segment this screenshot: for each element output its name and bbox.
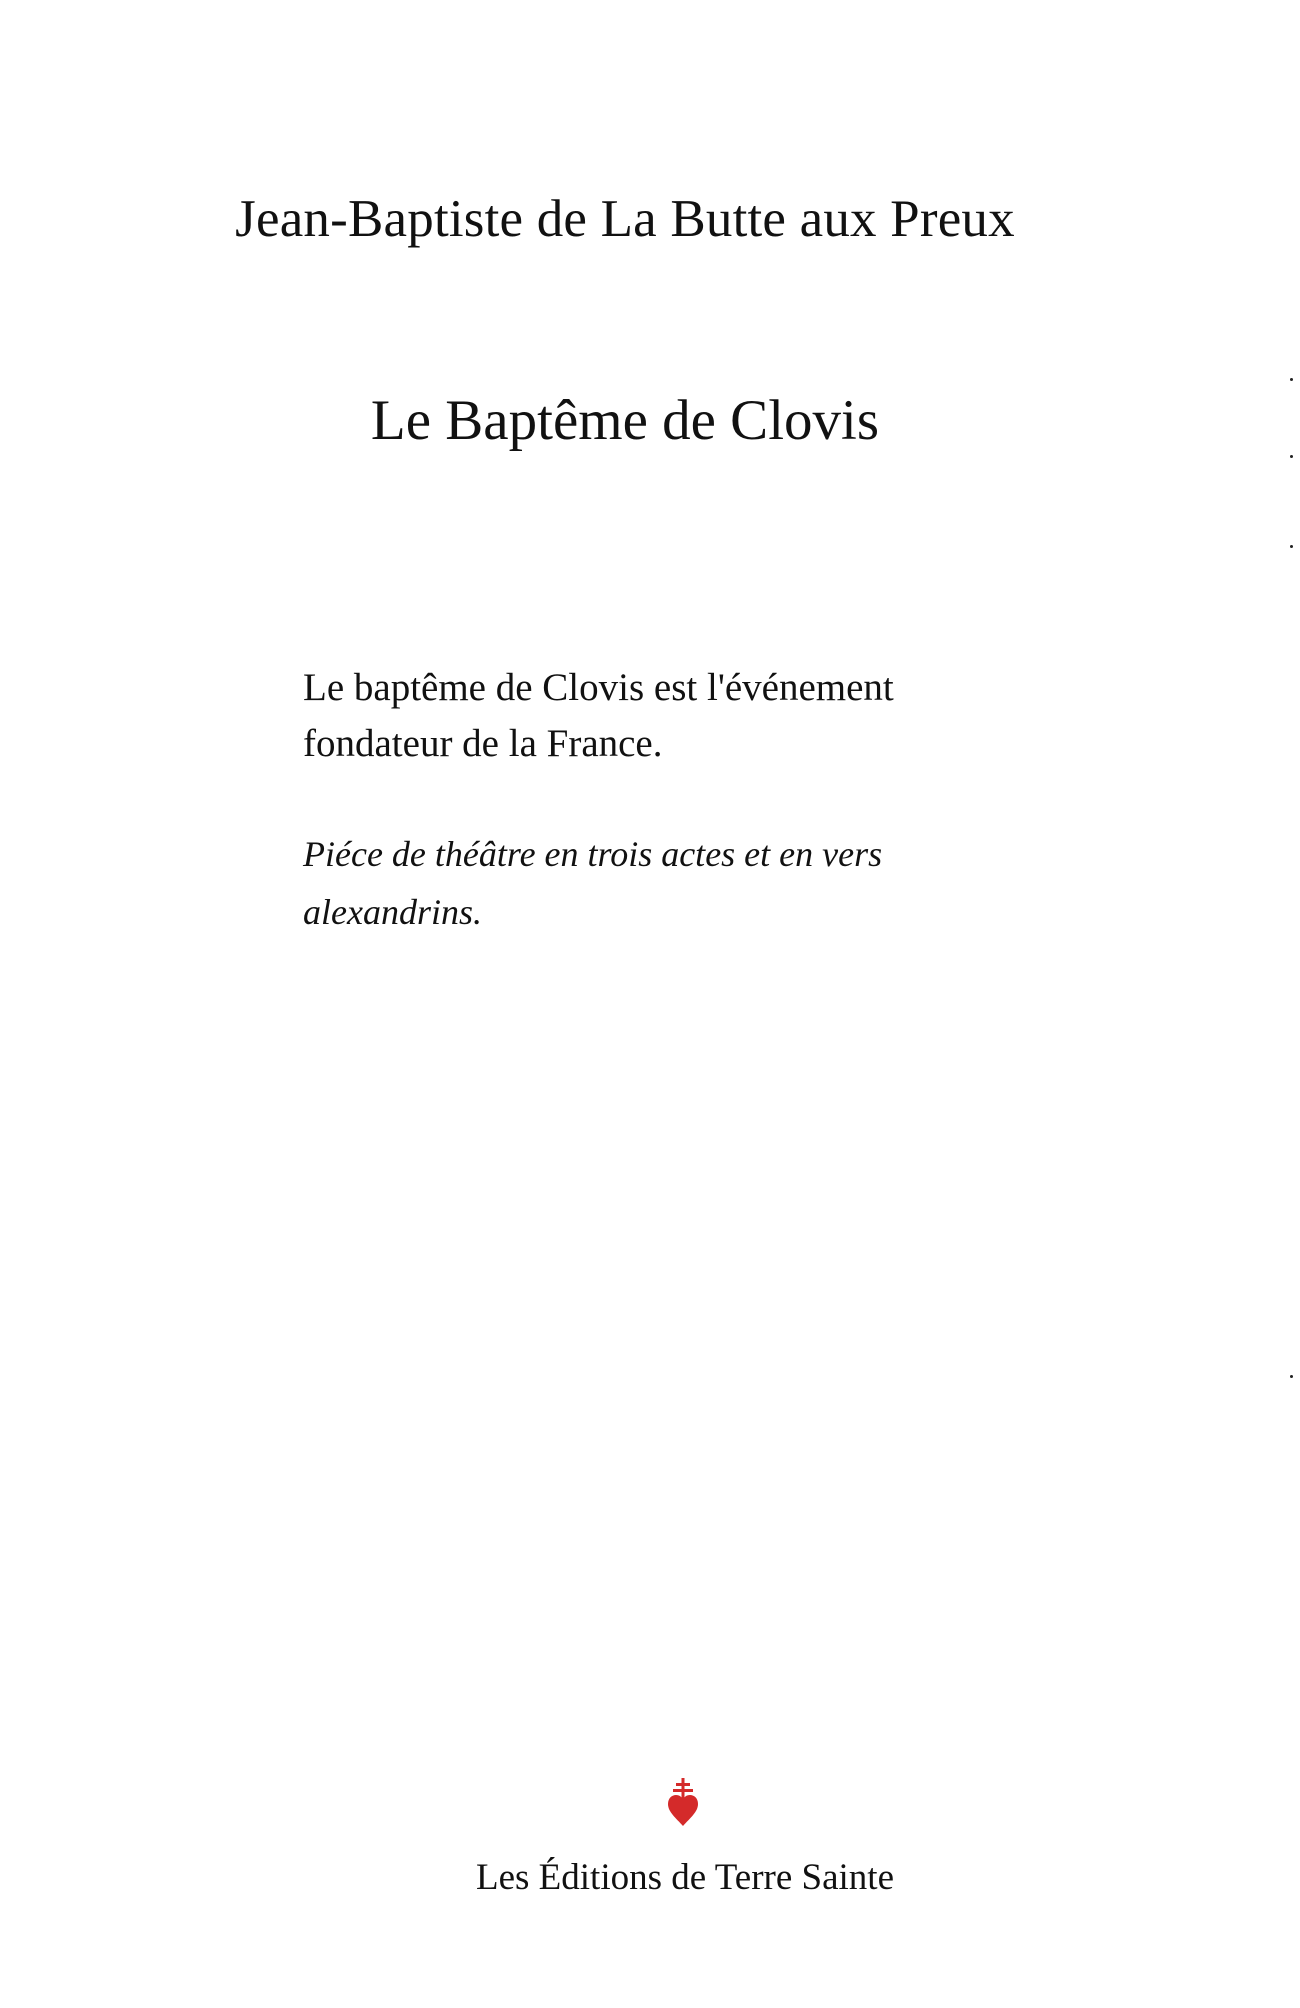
- edge-speck: [1290, 378, 1293, 381]
- author-name: Jean-Baptiste de La Butte aux Preux: [235, 190, 1015, 248]
- description-line: Le baptême de Clovis est l'événement: [303, 666, 894, 709]
- cross-heart-emblem-icon: [666, 1778, 700, 1828]
- edge-speck: [1290, 545, 1293, 548]
- description-line: fondateur de la France.: [303, 722, 663, 765]
- subtitle-line: alexandrins.: [303, 892, 482, 932]
- edge-speck: [1290, 1375, 1293, 1378]
- book-subtitle: [303, 825, 1023, 941]
- edge-speck: [1290, 455, 1293, 458]
- book-description: [303, 660, 1023, 772]
- publisher-name: Les Éditions de Terre Sainte: [475, 1857, 894, 1898]
- book-title: Le Baptême de Clovis: [370, 389, 880, 452]
- subtitle-line: Piéce de théâtre en trois actes et en vers: [303, 834, 883, 874]
